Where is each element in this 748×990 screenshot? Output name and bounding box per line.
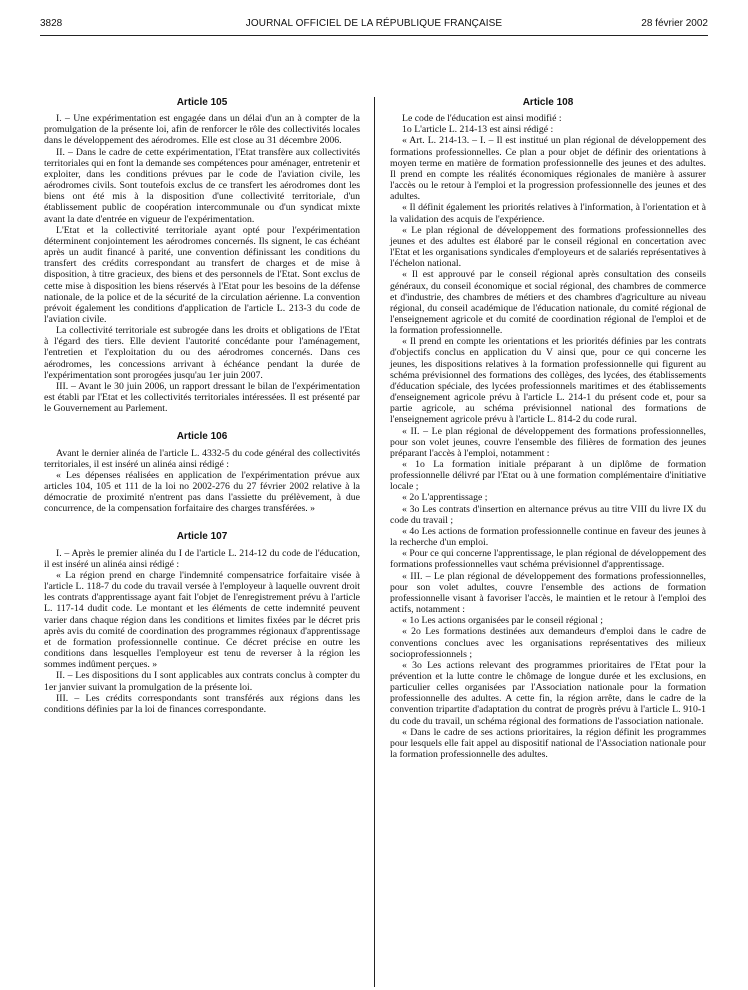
paragraph: II. – Dans le cadre de cette expérimentation, l'Etat transfère aux collectivités territoriales qui en font la demande ses compétences pour aménager, entretenir et exploiter, dans les conditions prévues par le code de l'aviation civile, les aérodromes civils. Sont toutefois exclus de ce transfert les aérodromes dont les biens ont été mis à la disposition d'une collectivité territoriale, d'un établissement public de coopération intercommunale ou d'un syndicat mixte avant la date d'entrée en vigueur de l'expérimentation. (44, 146, 360, 225)
paragraph: « Il définit également les priorités relatives à l'information, à l'orientation et à la validation des acquis de l'expérience. (390, 202, 706, 225)
paragraph: « Il prend en compte les orientations et les priorités définies par les contrats d'objectifs conclus en application du V ainsi que, pour ce qui concerne les jeunes, les dispositions relatives à la formation professionnelle qui figurent au schéma prévisionnel des formations des collèges, des lycées, des établissements d'éducation spéciale, des lycées professionnels maritimes et des établissements d'enseignement agricole prévu à l'article L. 214-1 du présent code et, pour sa partie agricole, au schéma prévisionnel national des formations de l'enseignement agricole prévu à l'article L. 814-2 du code rural. (390, 336, 706, 426)
paragraph: « Le plan régional de développement des formations professionnelles des jeunes et des adultes est élaboré par le conseil régional en concertation avec l'Etat et les organisations syndicales d'employeurs et de salariés représentatives à l'échelon national. (390, 224, 706, 270)
paragraph: « 3o Les actions relevant des programmes prioritaires de l'Etat pour la prévention et la lutte contre le chômage de longue durée et les exclusions, en particulier celles organisées par l'Association nationale pour la formation professionnelle des adultes. A cette fin, la région arrête, dans le cadre de la convention tripartite d'adaptation du contrat de progrès prévu à l'article L. 910-1 du code du travail, un schéma régional des formations de l'association nationale. (390, 659, 706, 727)
paragraph: III. – Les crédits correspondants sont transférés aux régions dans les conditions définies par la loi de finances correspondante. (44, 692, 360, 715)
page-header (40, 18, 708, 32)
paragraph: Avant le dernier alinéa de l'article L. 4332-5 du code général des collectivités territoriales, il est inséré un alinéa ainsi rédigé : (44, 447, 360, 470)
header-rule (40, 35, 708, 36)
spacer (44, 514, 360, 531)
paragraph: Le code de l'éducation est ainsi modifié : (402, 113, 562, 125)
paragraph: « Pour ce qui concerne l'apprentissage, le plan régional de développement des formations professionnelles vaut schéma prévisionnel d'apprentissage. (390, 548, 706, 571)
paragraph: « 1o La formation initiale préparant à un diplôme de formation professionnelle délivré par l'Etat ou à une formation complémentaire d'initiative locale ; (390, 459, 706, 493)
paragraph: « 4o Les actions de formation professionnelle continue en faveur des jeunes à la recherche d'un emploi. (390, 525, 706, 549)
paragraph: II. – Les dispositions du I sont applicables aux contrats conclus à compter du 1er janvier suivant la promulgation de la présente loi. (44, 670, 360, 693)
article-107-title: Article 107 (176, 531, 228, 543)
paragraph: « II. – Le plan régional de développement des formations professionnelles, pour son volet jeunes, couvre l'ensemble des filières de formation des jeunes préparant l'accès à l'emploi, notamment : (390, 425, 706, 459)
article-106-title: Article 106 (176, 431, 228, 443)
journal-title: JOURNAL OFFICIEL DE LA RÉPUBLIQUE FRANÇAISE (245, 18, 503, 29)
paragraph: « Dans le cadre de ses actions prioritaires, la région définit les programmes pour lesquels elle fait appel au dispositif national de l'Association nationale pour la formation professionnelle des adultes. (390, 726, 706, 761)
left-column (44, 97, 360, 715)
paragraph: I. – Après le premier alinéa du I de l'article L. 214-12 du code de l'éducation, il est inséré un alinéa ainsi rédigé : (44, 547, 360, 570)
article-105-title: Article 105 (176, 97, 228, 108)
spacer (44, 414, 360, 431)
paragraph: « Art. L. 214-13. – I. – Il est institué un plan régional de développement des formations professionnelles. Ce plan a pour objet de définir des orientations à moyen terme en matière de formation professionnelle des jeunes et des adultes. Il prend en compte les réalités économiques régionales de manière à assurer l'accès ou le retour à l'emploi et la progression professionnelle des jeunes et des adultes. (390, 135, 706, 203)
paragraph: « 2o L'apprentissage ; (402, 492, 488, 504)
paragraph: III. – Avant le 30 juin 2006, un rapport dressant le bilan de l'expérimentation est établi par l'Etat et les collectivités territoriales intéressées. Il est présenté par le Gouvernement au Parlement. (44, 380, 360, 415)
paragraph: I. – Une expérimentation est engagée dans un délai d'un an à compter de la promulgation de la présente loi, afin de renforcer le rôle des collectivités locales dans le développement des aérodromes. Elle est close au 31 décembre 2006. (44, 113, 360, 147)
paragraph: 1o L'article L. 214-13 est ainsi rédigé : (402, 124, 554, 136)
article-108-title: Article 108 (522, 97, 574, 108)
paragraph: « Les dépenses réalisées en application de l'expérimentation prévue aux articles 104, 105 et 111 de la loi no 2002-276 du 27 février 2002 relative à la démocratie de proximité n'entrent pas dans l'assiette du prélèvement, à due concurrence, de la compensation forfaitaire des charges transférées. » (44, 469, 360, 515)
column-divider (374, 97, 375, 987)
paragraph: « 3o Les contrats d'insertion en alternance prévus au titre VIII du livre IX du code du travail ; (390, 503, 706, 526)
paragraph: « Il est approuvé par le conseil régional après consultation des conseils généraux, du conseil économique et social régional, des chambres de commerce et d'industrie, des chambres de métiers et des chambres d'agriculture au niveau régional, du conseil académique de l'éducation nationale, du comité régional de l'enseignement agricole et du comité de coordination régional de l'emploi et de la formation professionnelle. (390, 269, 706, 337)
paragraph: L'Etat et la collectivité territoriale ayant opté pour l'expérimentation déterminent conjointement les aérodromes concernés. Ils signent, le cas échéant après un audit financé à parité, une convention définissant les conditions du transfert des crédits correspondant au transfert de charges et de mise à disposition, à titre gracieux, des biens et des personnels de l'Etat. Sont exclus de cette mise à disposition les biens réservés à l'Etat pour les besoins de la défense nationale, de la police et de la sécurité de la circulation aérienne. La convention prévoit également les conditions d'application de l'article L. 213-3 du code de l'aviation civile. (44, 224, 360, 325)
paragraph: « 2o Les formations destinées aux demandeurs d'emploi dans le cadre de conventions conclues avec les organisations représentatives des milieux socioprofessionnels ; (390, 626, 706, 660)
publication-date: 28 février 2002 (641, 18, 708, 29)
paragraph: La collectivité territoriale est subrogée dans les droits et obligations de l'Etat à l'égard des tiers. Elle devient l'autorité concédante pour l'aménagement, l'entretien et l'exploitation du ou des aérodromes concernés. Dans ces aérodromes, les concessions arrivant à échéance pendant la durée de l'expérimentation sont prorogées jusqu'au 1er juin 2007. (44, 325, 360, 381)
paragraph: « La région prend en charge l'indemnité compensatrice forfaitaire visée à l'article L. 118-7 du code du travail versée à l'employeur à laquelle ouvrent droit les contrats d'apprentissage ayant fait l'objet de l'enregistrement prévu à l'article L. 117-14 dudit code. Le montant et les éléments de cette indemnité peuvent varier dans chaque région dans les conditions et limites fixées par le décret pris après avis du comité de coordination des programmes régionaux d'apprentissage et de formation professionnelle continue. Ce décret précise en outre les conditions dans lesquelles l'employeur est tenu de reverser à la région les sommes indûment perçues. » (44, 569, 360, 671)
page-number: 3828 (40, 18, 63, 29)
paragraph: « 1o Les actions organisées par le conseil régional ; (402, 615, 603, 627)
right-column (390, 97, 706, 760)
paragraph: « III. – Le plan régional de développement des formations professionnelles, pour son volet adultes, couvre l'ensemble des actions de formation professionnelle visant à favoriser l'accès, le maintien et le retour à l'emploi des actifs, notamment : (390, 570, 706, 616)
